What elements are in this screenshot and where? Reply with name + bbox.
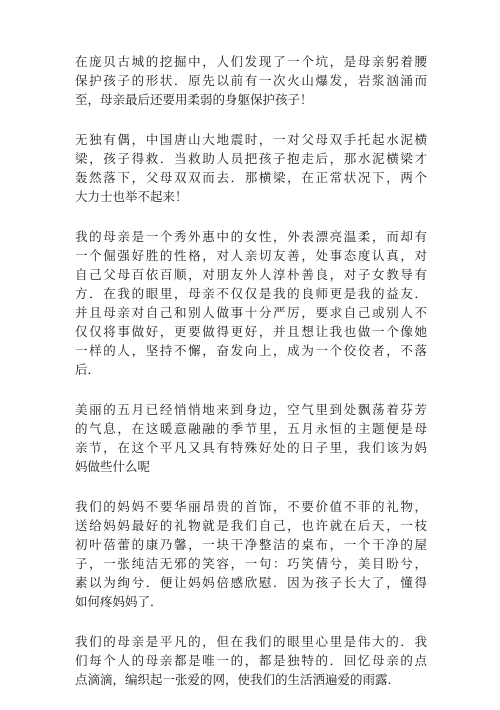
text-line: 一个倔强好胜的性格，对人亲切友善，处事态度认真，对 [75,248,427,263]
paragraph-my-mother [75,227,427,379]
text-line: 初叶蓓蕾的康乃馨，一块干净整洁的桌布，一个干净的屋 [75,537,427,552]
text-line: 并且母亲对自己和别人做事十分严厉，要求自己或别人不 [75,305,427,320]
text-line: 无独有偶，中国唐山大地震时，一对父母双手托起水泥横 [75,132,427,147]
text-line: 素以为绚兮．便让妈妈倍感欣慰．因为孩子长大了，懂得 [75,575,427,590]
text-line: 仅仅将事做好，更要做得更好，并且想让我也做一个像她 [75,324,427,339]
text-line: 们每个人的母亲都是唯一的，都是独特的．回忆母亲的点 [75,653,427,668]
text-line: 的气息，在这暖意融融的季节里，五月永恒的主题便是母 [75,421,427,436]
text-line: 梁，孩子得救．当救助人员把孩子抱走后，那水泥横梁才 [75,151,427,166]
text-line: 我的母亲是一个秀外惠中的女性，外表漂亮温柔，而却有 [75,229,427,244]
paragraph-may [75,400,427,476]
paragraph-gifts [75,497,427,611]
text-line: 妈做些什么呢 [75,459,151,474]
text-line: 子，一张纯洁无邪的笑容，一句：巧笑倩兮，美目盼兮， [75,556,427,571]
text-line: 在庞贝古城的挖掘中，人们发现了一个坑，是母亲躬着腰 [75,54,427,69]
paragraph-ordinary-mothers [75,632,427,689]
document-page [75,52,427,710]
text-line: 大力士也举不起来！ [75,189,188,204]
text-line: 美丽的五月已经悄悄地来到身边，空气里到处飘荡着芬芳 [75,402,427,417]
text-line: 亲节，在这个平凡又具有特殊好处的日子里，我们该为妈 [75,440,427,455]
text-line: 我们的母亲是平凡的，但在我们的眼里心里是伟大的．我 [75,634,427,649]
text-line: 保护孩子的形状．原先以前有一次火山爆发，岩浆汹涌而 [75,73,427,88]
text-line: 点滴滴，编织起一张爱的网，使我们的生活洒遍爱的雨露. [75,672,392,687]
text-line: 我们的妈妈不要华丽昂贵的首饰，不要价值不菲的礼物， [75,499,427,514]
text-line: 方．在我的眼里，母亲不仅仅是我的良师更是我的益友． [75,286,427,301]
text-line: 至，母亲最后还要用柔弱的身躯保护孩子！ [75,92,313,107]
text-line: 送给妈妈最好的礼物就是我们自己，也许就在后天，一枝 [75,518,427,533]
paragraph-pompeii [75,52,427,109]
text-line: 轰然落下，父母双双而去．那横梁，在正常状况下，两个 [75,170,427,185]
text-line: 如何疼妈妈了． [75,594,163,609]
text-line: 后． [75,362,101,377]
text-line: 自己父母百依百顺，对朋友外人淳朴善良，对子女教导有 [75,267,427,282]
text-line: 一样的人，坚持不懈，奋发向上，成为一个佼佼者，不落 [75,343,427,358]
paragraph-tangshan [75,130,427,206]
